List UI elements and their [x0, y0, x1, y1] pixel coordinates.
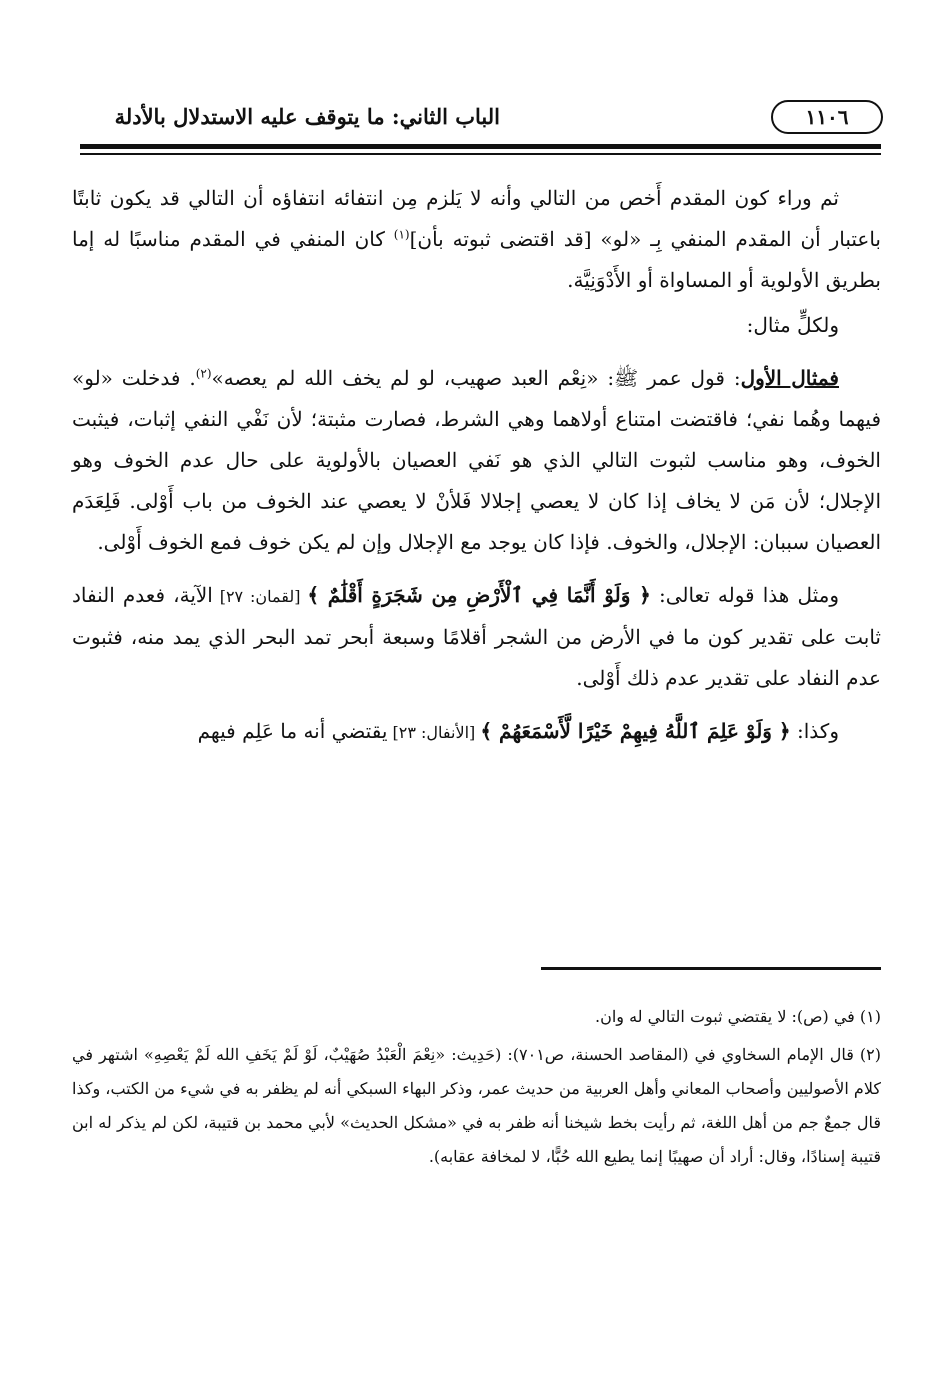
page-number: ١١٠٦ [805, 105, 849, 129]
running-title: الباب الثاني: ما يتوقف عليه الاستدلال بالأدلة [114, 104, 500, 129]
footnote-1: (١) في (ص): لا يقتضي ثبوت التالي له وان. [595, 1007, 881, 1026]
paragraph-5 [72, 711, 881, 753]
paragraph-4-text-a: ومثل هذا قوله تعالى: [650, 583, 839, 607]
paragraph-1-text: ثم وراء كون المقدم أَخص من التالي وأنه لا يَلزم مِن انتفائه انتفاؤه أن التالي قد يكون ثابتًا باعتبار أن المقدم المنفي بِـ «لو» [قد اقتضى ثبوته بأن] [72, 186, 881, 251]
header-rule [80, 144, 881, 149]
example-heading: فمثال الأول [740, 366, 839, 390]
paragraph-2: ولكلٍّ مثال: [746, 313, 839, 337]
header-rule-thin [80, 153, 881, 155]
paragraph-4 [72, 575, 881, 699]
footnote-marker-2: (٢) [195, 366, 212, 381]
paragraph-5-text-a: وكذا: [790, 719, 839, 743]
quran-verse: ﴿ وَلَوْ عَلِمَ ٱللَّهُ فِيهِمْ خَيْرًا لَّأَسْمَعَهُمْ ﴾ [480, 719, 791, 743]
paragraph-1 [72, 178, 881, 301]
paragraph-3-text-a: : قول عمر ﷺ: «نِعْم العبد صهيب، لو لم يخف الله لم يعصه» [211, 366, 741, 390]
paragraph-1-end: كان المنفي في المقدم مناسبًا له إما بطريق الأولوية أو المساواة أو الأَدْوَنِيَّة. [72, 227, 881, 292]
verse-reference: [الأنفال: ٢٣] [387, 723, 481, 742]
footnotes [72, 1000, 881, 1178]
footnote-marker-1: (١) [393, 227, 410, 242]
quran-verse: ﴿ وَلَوْ أَنَّمَا فِي ٱلْأَرْضِ مِن شَجَرَةٍ أَقْلَٰمٌ ﴾ [307, 583, 651, 607]
footnote-2: (٢) قال الإمام السخاوي في (المقاصد الحسنة، ص٧٠١): (حَدِيث: «نِعْمَ الْعَبْدُ صُهَيْبٌ، لَوْ لَمْ يَخَفِ الله لَمْ يَعْصِهِ» اشتهر في كلام الأصوليين وأصحاب المعاني وأهل العربية من حديث عمر، وذكر البهاء السبكي أنه لم يظفر به في شيء من الكتب، وكذا قال جمعٌ جم من أهل اللغة، ثم رأيت بخط شيخنا أنه ظفر به في «مشكل الحديث» لأبي محمد بن قتيبة، لكن لم يذكر له ابن قتيبة إسنادًا، وقال: أراد أن صهيبًا إنما يطيع الله حُبًّا، لا لمخافة عقابه). [72, 1045, 882, 1166]
main-text [72, 178, 881, 765]
paragraph-5-text-b: يقتضي أنه ما عَلِم فيهم [197, 719, 388, 743]
paragraph-3-text-b: . فدخلت «لو» فيهما وهُما نفي؛ فاقتضت امتناع أولاهما وهي الشرط، فصارت مثبتة؛ لأن نَفْي النفي إثبات، فيثبت الخوف، وهو مناسب لثبوت التالي الذي هو نَفي العصيان بالأولوية على حال عدم الخوف وهو الإجلال؛ لأن مَن لا يخاف إذا كان لا يعصي إجلالا فَلأنْ لا يعصي عند الخوف من باب أَوْلى. فَلِعَدَم العصيان سببان: الإجلال، والخوف. فإذا كان يوجد مع الإجلال وإن لم يكن خوف فمع الخوف أَوْلى. [72, 366, 881, 554]
paragraph-3 [72, 358, 881, 563]
paragraph-4-text-b: الآية، فعدم النفاد ثابت على تقدير كون ما في الأرض من الشجر أقلامًا وسبعة أبحر تمد البحر الذي يمد منه، فثبوت عدم النفاد على تقدير عدم ذلك أَوْلى. [72, 583, 881, 690]
page-number-badge [771, 100, 883, 134]
verse-reference: [لقمان: ٢٧] [212, 587, 308, 606]
footnote-separator [541, 967, 881, 970]
